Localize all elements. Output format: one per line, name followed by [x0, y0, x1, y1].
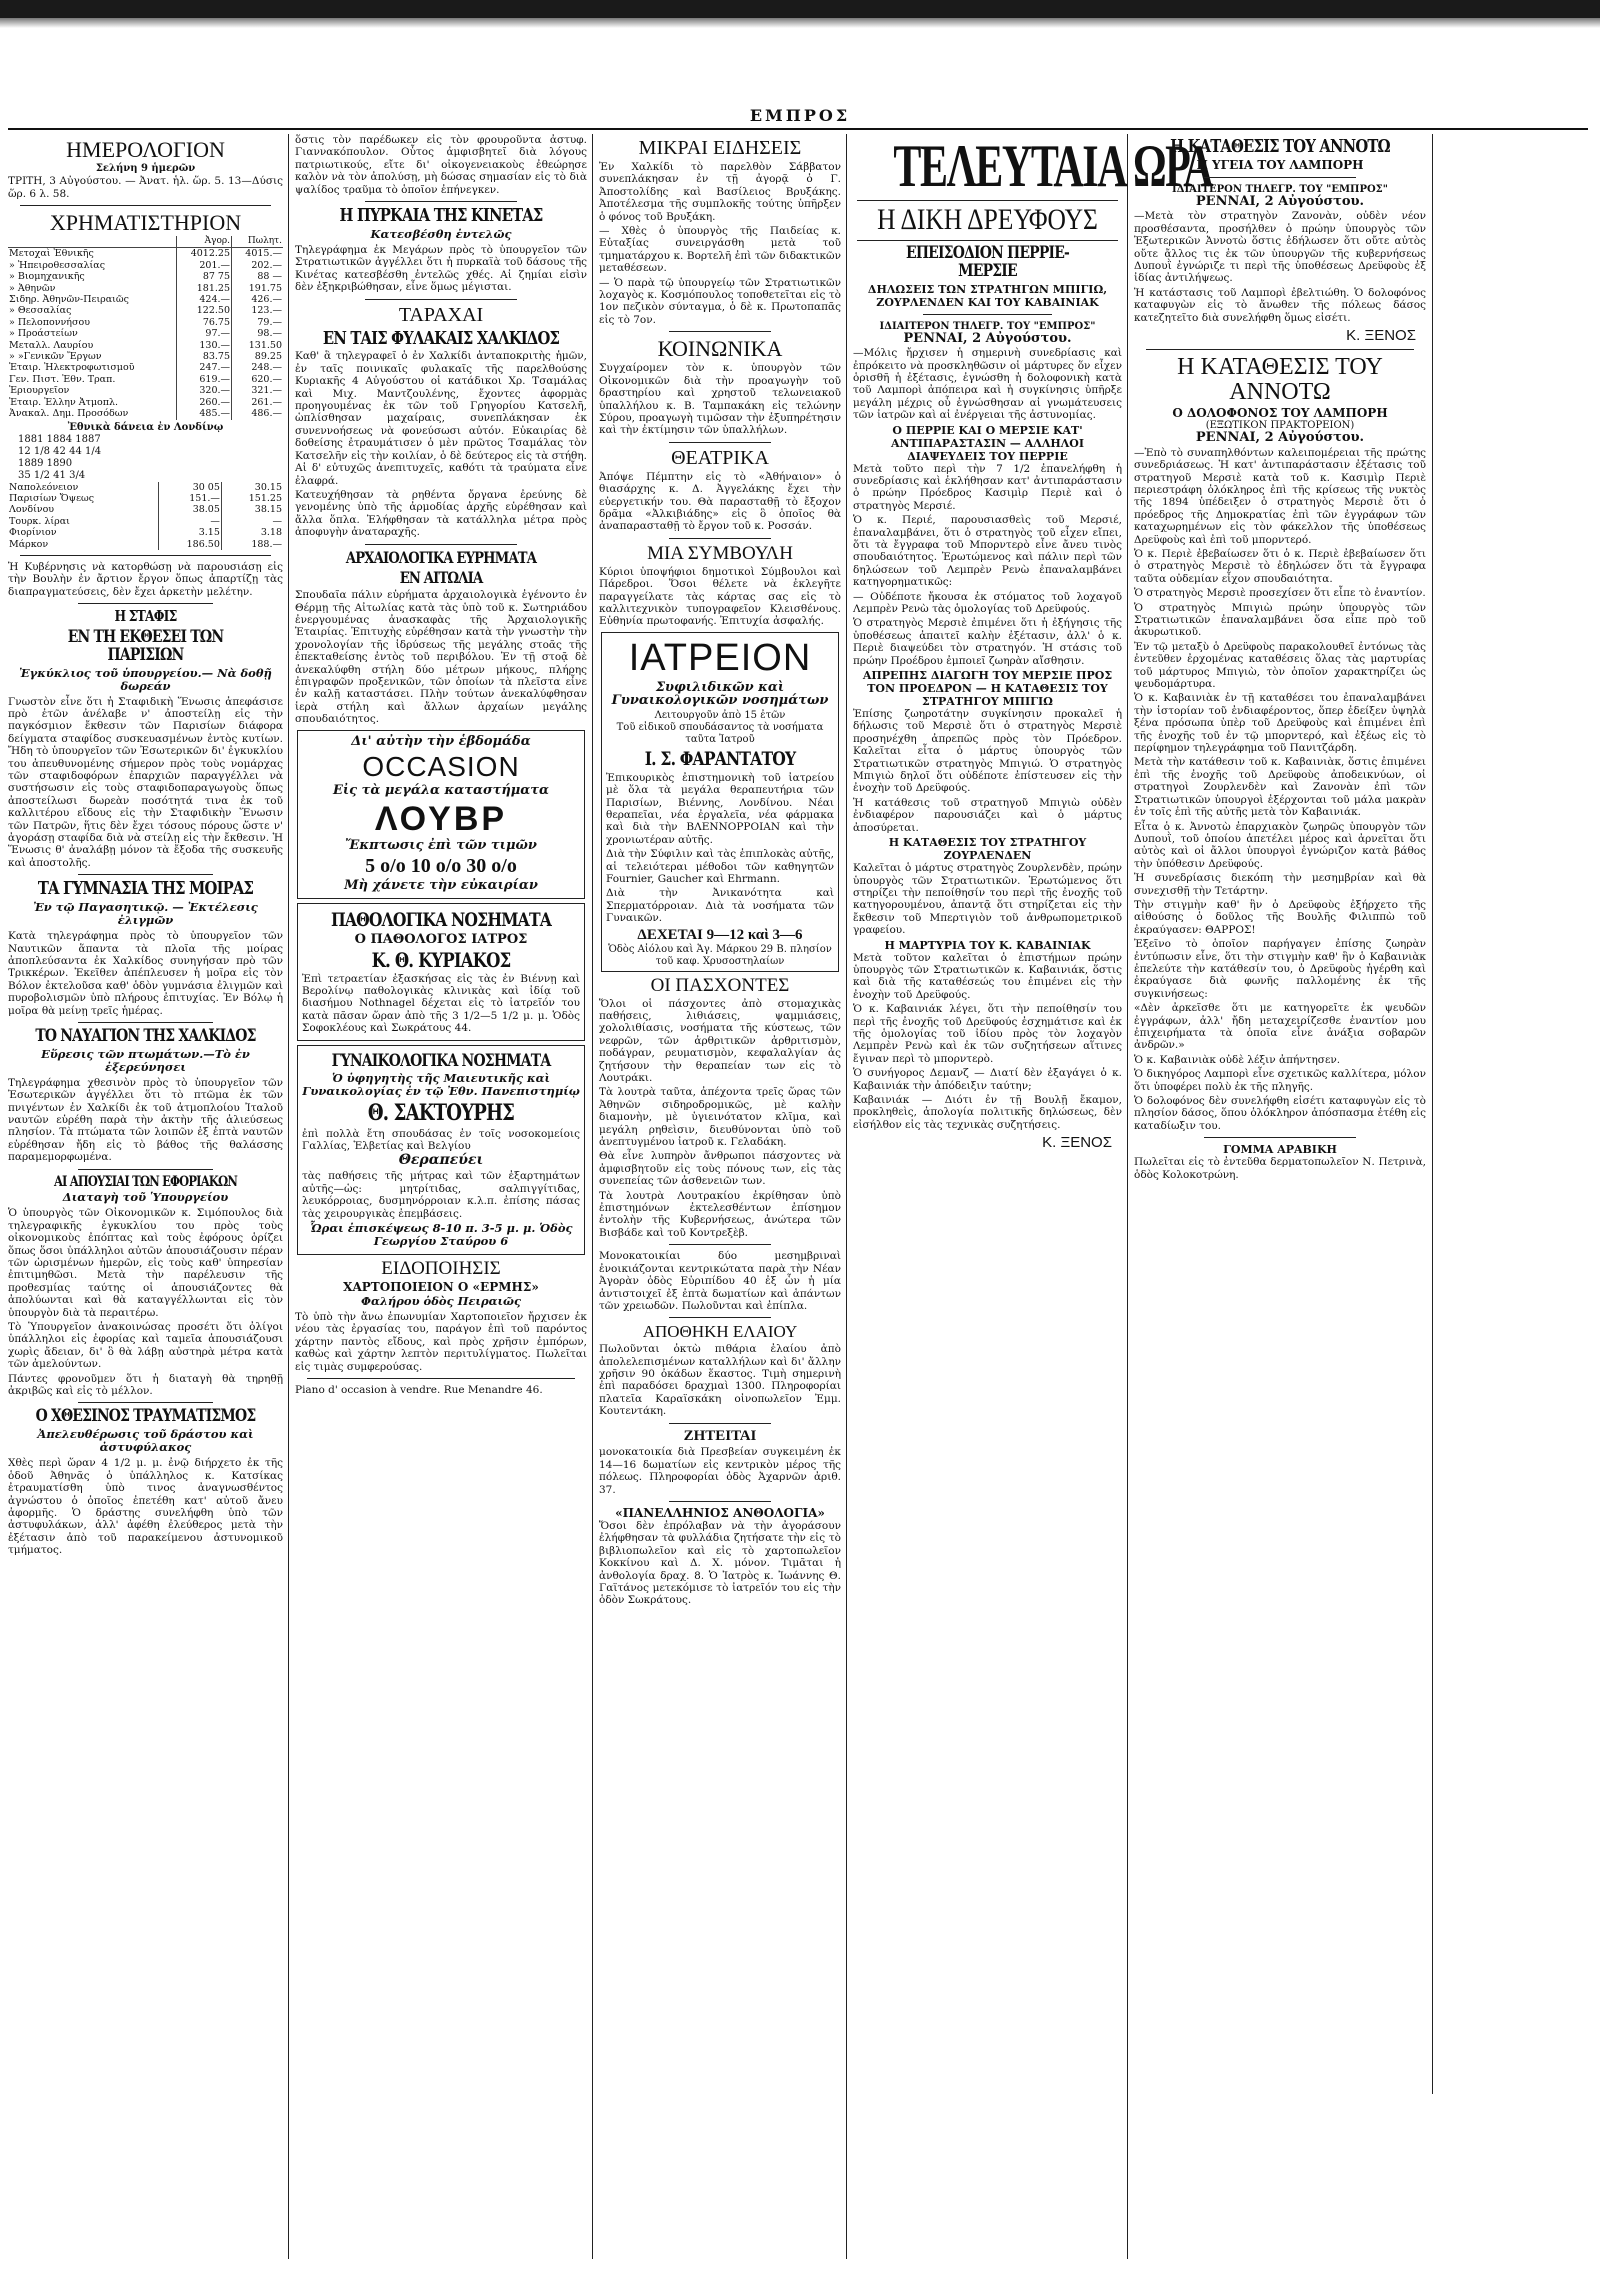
louvre-ad-line-5: Μὴ χάνετε τὴν εὐκαιρίαν [344, 877, 538, 893]
stock-name: Σιδηρ. Ἀθηνῶν-Πειραιῶς [9, 294, 129, 306]
estafis-text: Γνωστὸν εἶνε ὅτι ἡ Σταφιδικὴ Ἕνωσις ἀπεφάσισε πρὸ ἐτῶν ἀνέλαβε ν' ἀποστείλῃ εἰς τὴν παγκόσμιον ἔκθεσιν τῶν Παρισίων διάφορα δείγματα σταφίδος συσκευασμένων ἐντὸς κυτίων. Ἤδη τὸ ὑπουργεῖον τῶν Ἐσωτερικῶν δι' ἐγκυκλίου του ἀπευθυνομένης σήμερον πρὸς τοὺς νομάρχας τῶν σταφιδοφόρων ἐπαρχιῶν παραγγέλλει νὰ συστήσωσιν εἰς τοὺς σταφιδοπαραγωγοὺς ὅπως ἀποστείλωσι δωρεὰν ποσότητά τινα ἐκ τοῦ καλλιτέρου εἴδους εἰς τὴν Σταφιδικὴν Ἕνωσιν τῶν Πατρῶν, ἥτις δὲν ἔχει τόσους πόρους ὥστε ν' ἀγοράσῃ σταφίδα διὰ νὰ στείλῃ εἰς τὴν ἔκθεσιν. Ἡ Ἕνωσις θ' ἀναλάβῃ μόνον τὰ ἔξοδα τῆς συσκευῆς καὶ ἀποστολῆς. [8, 695, 283, 869]
koinonika-text: Συγχαίρομεν τὸν κ. ὑπουργὸν τῶν Οἰκονομικῶν διὰ τὴν προαγωγὴν τοῦ δραστηρίου καὶ χρηστοῦ τελωνειακοῦ ὑπαλλήλου κ. Β. Ταμπακάκη εἰς τελώνην Σύρου, προαγωγὴ τιμῶσαν τὴν ἐξυπηρέτησιν καὶ τὴν ἐκτίμησιν τῶν ὑπαλλήλων. [599, 362, 841, 437]
stock-row [8, 305, 283, 316]
stock-header-buy: Ἀγορ. [176, 236, 232, 248]
gymnasia-subtitle: Ἐν τῷ Παγασητικῷ. — Ἐκτέλεσις ἐλιγμῶν [33, 900, 258, 928]
eleo-title: ΑΠΟΘΗΚΗ ΕΛΑΙΟΥ [642, 1322, 798, 1342]
pathologika-subtitle: Ο ΠΑΘΟΛΟΓΟΣ ΙΑΤΡΟΣ [354, 931, 528, 947]
stock-name: » Ἠπειροθεσσαλίας [9, 259, 106, 271]
separator [365, 201, 517, 202]
pathologika-ad [297, 903, 585, 1041]
fx-buy: — [159, 516, 221, 527]
aprepis-title: ΑΠΡΕΠΗΣ ΔΙΑΓΩΓΗ ΤΟΥ ΜΕΡΣΙΕ ΠΡΟΣ ΤΟΝ ΠΡΟΕΔΡΟΝ — Η ΚΑΤΑΘΕΣΙΣ ΤΟΥ ΣΤΡΑΤΗΓΟΥ ΜΠΙΓΙΩ [862, 669, 1113, 709]
stock-buy: 619.— [176, 374, 232, 385]
pasxontes-text-2: Τὰ λουτρὰ ταῦτα, ἀπέχοντα τρεῖς ὥρας τῶν Ἀθηνῶν σιδηροδρομικῶς, μὲ καλὴν διαμονὴν, μὲ ὑγιεινότατον κλῖμα, καὶ μεγάλη ρηθεὶσιν, διευθύνονται ὑπὸ τοῦ ἀνεπτυγμένου ἰατροῦ κ. Γελαδάκη. [599, 1086, 841, 1149]
fx-sell: 151.25 [221, 493, 283, 504]
eidopoiisis-subtitle: ΧΑΡΤΟΠΟΙΕΙΟΝ Ο «ΕΡΜΗΣ» [343, 1279, 539, 1294]
pathologika-text: Ἐπὶ τετραετίαν ἐξασκήσας εἰς τὰς ἐν Βιέννῃ καὶ Βερολίνῳ παθολογικὰς κλινικὰς καὶ ἰδίᾳ τοῦ διασήμου Nothnagel δέχεται εἰς τὸ ἰατρεῖόν του κατὰ πᾶσαν ὥραν ἀπὸ τῆς 3 1/2—5 1/2 μ. μ. Ὁδὸς Σοφοκλέους καὶ Σωκράτους 44. [302, 972, 580, 1035]
column-divider [592, 134, 593, 2259]
iatreion-title: ΙΑΤΡΕΙΟΝ [628, 636, 812, 679]
stock-sell: 321.— [232, 385, 283, 396]
eidopoiisis-text: Τὸ ὑπὸ τὴν ἄνω ἐπωνυμίαν Χαρτοποιεῖον ἤρχισεν ἐκ νέου τὰς ἐργασίας του, παράγον ἐπὶ τοῦ παρόντος χάρτην παντὸς εἴδους, καὶ πρὸς χρῆσιν ἐμπόρων, καθὼς καὶ χάρτην λεπτὸν περιτυλίγματος. Πωλεῖται εἰς τιμὰς συμφερούσας. [295, 1310, 587, 1373]
rennes-dateline-2: ΡΕΝΝΑΙ, 2 Αὐγούστου. [1195, 430, 1365, 446]
symvouli-title: ΜΙΑ ΣΥΜΒΟΥΛΗ [647, 542, 793, 564]
stock-row [8, 283, 283, 294]
pasxontes-text: Ὅλοι οἱ πάσχοντες ἀπὸ στομαχικὰς παθήσεις, λιθιάσεις, ψαμμιάσεις, χολολιθίασις, νοσήματα τῆς κύστεως, τῶν νεφρῶν, τῶν ἀρθριτικῶν ἀρθριτισμὸν, ποδάγραν, ρευματισμὸν, κεφαλαλγίαν ἀς ζητήσουν τὴν θεραπείαν των εἰς τὸ Λουτράκι. [599, 997, 841, 1084]
annoto2-text-14: Ὁ δικηγόρος Λαμπορὶ εἶνε σχετικῶς καλλίτερα, μόλον ὅτι ὑποφέρει πολὺ ἐκ τῆς πληγῆς. [1134, 1068, 1426, 1093]
separator [857, 240, 1118, 241]
fx-table [8, 482, 283, 550]
kavainiak-text: Μετὰ τοῦτον καλεῖται ὁ ἐπιστήμων πρώην ὑπουργὸς τῶν Στρατιωτικῶν κ. Καβαινιάκ, ὅστις καὶ διὰ τῆς καταθέσεώς του ἐπιμένει εἰς τὴν ἐνοχὴν τοῦ Δρεϋφούς. [853, 951, 1122, 1001]
stock-row [8, 271, 283, 282]
stock-row [8, 385, 283, 396]
perrie-text: Μετὰ τοῦτο περὶ τὴν 7 1/2 ἐπανελήφθη ἡ συνεδρίασις καὶ ἐκλήθησαν κατ' ἀντιπαράστασιν ὁ πρώην Πρόεδρος Κασιμὶρ Περιὲ καὶ ὁ στρατηγὸς Μερσιέ. [853, 462, 1122, 512]
daneia-row: 1889 1890 [18, 457, 73, 469]
pasxontes-text-3: Θὰ εἶνε λυπηρὸν ἄνθρωποι πάσχοντες νὰ ἀμφισβητοῦν εἰς τοὺς πόνους των, εἰς τὰς συνεπείας τῶν ἀσθενειῶν των. [599, 1150, 841, 1188]
gynaikologika-therapeyei: Θεραπεύει [398, 1152, 484, 1169]
kavainiak-title: Η ΜΑΡΤΥΡΙΑ ΤΟΥ Κ. ΚΑΒΑΙΝΙΑΚ [884, 938, 1091, 952]
separator [365, 299, 517, 300]
column-divider [846, 134, 847, 2259]
fx-sell: 38.15 [221, 504, 283, 515]
stock-name: » »Γενικῶν Ἔργων [9, 351, 102, 363]
zitertai-title: ΖΗΤΕΙΤΑΙ [683, 1427, 757, 1444]
annoto-text: —Μετὰ τὸν στρατηγὸν Ζανονὰν, οὐδὲν νέον προσθέσαντα, προσήλθεν ὁ πρώην ὑπουργὸς τῶν Ἐξωτερικῶν Ἀννοτὼ ὅστις ἐδήλωσεν ὅτι οὔτε αὐτὸς οὔτε ἄλλος τις ἐκ τῶν ὑπουργῶν τῆς κυβερνήσεως Δυπουῒ ἐγνώριζε τι περὶ τῆς ὑποθέσεως Δρεϋφοὺς ἐξ ἰδίας ἀντιλήψεως. [1134, 210, 1426, 285]
daneia-values [8, 434, 283, 482]
stock-name: » Προάστείων [9, 328, 78, 340]
stock-buy: 97.— [176, 328, 232, 339]
column-5 [1130, 134, 1430, 2259]
stock-sell: 98.— [232, 328, 283, 339]
iatreion-subtitle: Συφιλιδικῶν καὶ Γυναικολογικῶν νοσημάτων [611, 679, 829, 708]
separator [78, 603, 213, 604]
perrie-mersie-title: Ο ΠΕΡΡΙΕ ΚΑΙ Ο ΜΕΡΣΙΕ ΚΑΤ' ΑΝΤΙΠΑΡΑΣΤΑΣΙΝ — ΑΛΛΗΛΟΙ ΔΙΑΨΕΥΔΕΙΣ ΤΟΥ ΠΕΡΡΙΕ [890, 423, 1085, 463]
agency-source: (ΕΞΩΤΙΚΟΝ ΠΡΑΚΤΟΡΕΙΟΝ) [1205, 420, 1355, 432]
stock-buy: 247.— [176, 362, 232, 373]
stock-sell: 202.— [232, 260, 283, 271]
annoto2-text-15: Ὁ δολοφόνος δὲν συνελήφθη εἰσέτι καταφυγὼν εἰς τὸ πλησίον δάσος, ὅπου ὁλόκληρον ἀπόσπασμα ἐτέθη εἰς καταδίωξιν του. [1134, 1095, 1426, 1132]
scan-top-border [0, 0, 1600, 18]
stock-sell: 89.25 [232, 351, 283, 362]
stock-row [8, 362, 283, 373]
stock-row [8, 340, 283, 351]
moon-info: Σελήνη 9 ἡμερῶν [95, 163, 196, 175]
pyrkaia-text: Τηλεγράφημα ἐκ Μεγάρων πρὸς τὸ ὑπουργεῖον τῶν Στρατιωτικῶν ἀγγέλλει ὅτι ἡ πυρκαϊὰ τοῦ δάσους τῆς Κινέτας κατεσβέσθη ἐντελῶς χθές. Αἱ ζημίαι εἰσὶν δὲν ἐξηκριβώθησαν, εἶνε ὅμως μέγισται. [295, 243, 587, 294]
rennes-dateline: ΡΕΝΝΑΙ, 2 Αὐγούστου. [903, 330, 1072, 346]
author-signature: Κ. ΞΕΝΟΣ [1042, 1134, 1112, 1152]
annoto2-text-4: Ὁ στρατηγὸς Μπιγιὼ πρώην ὑπουργὸς τῶν Στρατιωτικῶν ἐπαναλαμβάνει ὅσα εἶπε πρὸ τοῦ ἀκυρωτικοῦ. [1134, 601, 1426, 639]
separator [1204, 177, 1356, 178]
fx-name: Μάρκον [9, 538, 49, 550]
xrematistirion-title: ΧΡΗΜΑΤΙΣΤΗΡΙΟΝ [49, 209, 242, 235]
separator [78, 1402, 213, 1403]
fx-row [8, 504, 283, 515]
separator [669, 1423, 771, 1424]
stock-buy: 4012.25 [176, 248, 232, 260]
column-1 [4, 134, 287, 2259]
annoto-subtitle: Η ΥΓΕΙΑ ΤΟΥ ΛΑΜΠΟΡΗ [1196, 157, 1364, 172]
stock-header-sell: Πωλητ. [232, 236, 283, 248]
apoysies-text-2: Τὸ Ὑπουργεῖον ἀνακοινώσας προσέτι ὅτι ὀλίγοι ὑπάλληλοι εἰς ἐφορίας καὶ ταμεῖα ἀπουσιάζουσι χωρὶς ἄδειαν, δι' ὃ θὰ λάβῃ αὐστηρὰ μέτρα κατὰ τῶν ἀμελούντων. [8, 1321, 283, 1371]
iatreion-text: Ἐπικουρικὸς ἐπιστημονικὴ τοῦ ἰατρείου μὲ ὅλα τὰ μεγάλα θεραπευτήρια τῶν Παρισίων, Βιέννης, Λονδίνου. Νέαι θεραπεῖαι, νέα ἐργαλεῖα, νέα φάρμακα καὶ διὰ τὴν ΒΛΕΝΝΟΡΡΟΙΑΝ καὶ τὴν χρονιωτέραν αὐτῆς. [606, 771, 834, 846]
fx-sell: — [221, 516, 283, 527]
hemerologion-title: ΗΜΕΡΟΛΟΓΙΟΝ [66, 137, 225, 162]
fx-name: Φιορίνιον [9, 527, 57, 539]
stock-sell: 426.— [232, 294, 283, 305]
separator [20, 555, 271, 556]
gynaikologika-doctor: Θ. ΣΑΚΤΟΥΡΗΣ [367, 1100, 515, 1127]
monokatoikiai-text: Μονοκατοικίαι δύο μεσημβριναὶ ἐνοικιάζονται κεντρικώτατα παρὰ τὴν Νέαν Ἀγορὰν ὁδὸς Εὐριπίδου 40 ἐξ ὧν ἡ μία ἀντιστοιχεῖ ἐξ ἐπτὰ δωματίων καὶ ἁπάντων τῶν χρειωδῶν. Πωλοῦνται καὶ ἐπίπλα. [599, 1250, 841, 1312]
stock-name: » Πελοποννήσου [9, 316, 90, 328]
stock-sell: 131.50 [232, 340, 283, 351]
stock-buy: 87 75 [176, 271, 232, 282]
arxaiologika-text: Σπουδαῖα πάλιν εὑρήματα ἀρχαιολογικὰ ἐγένοντο ἐν Θέρμῃ τῆς Αἰτωλίας κατὰ τὰς ὑπὸ τοῦ κ. Σωτηριάδου ἐνεργουμένας ἀνασκαφὰς τῆς Ἀρχαιολογικῆς Ἑταιρίας. Ἐπιτυχὴς εὑρέθησαν κατὰ τὴν γνωστὴν τὴν χρονολογίαν τῆς ἱδρύσεως τῆς μεγάλης στοᾶς τῆς ἐπεκταθείσης ἐντὸς τοῦ περιβόλου. Ἐν τῇ στοᾷ δὲ ἀνεκαλύφθη στήλη δύο μέτρων μήκους, πλήρης ἐπιγραφῶν προξενικῶν, τῶν ὁποίων τὰ πλεῖστα εἶνε ἐν καλῇ καταστάσει. Πλὴν τούτων ἀνεκαλύφθησαν ἱερὰ στήλη καὶ ἄλλων ἀρχαίων μεγάλης σπουδαιότητος. [295, 589, 587, 726]
perrie-text-2: Ὁ κ. Περιέ, παρουσιασθεὶς τοῦ Μερσιέ, ἐπαναλαμβάνει, ὅτι ὁ στρατηγὸς τοῦ εἶχεν εἴπει, ὅτι τὰ ἔγγραφα τοῦ Μπορντερὸ εἶνε ἄνευ τινὸς σπουδαιότητος. Ἐρωτώμενος καὶ πάλιν περὶ τῶν δηλώσεων τοῦ Λεμπρὲν Ρενὼ ἐπαναλαμβάνει κατηγορηματικῶς: [853, 514, 1122, 589]
zourlenden-title: Η ΚΑΤΑΘΕΣΙΣ ΤΟΥ ΣΤΡΑΤΗΓΟΥ ΖΟΥΡΛΕΝΔΕΝ [888, 836, 1087, 863]
separator [365, 544, 517, 545]
gynaikologika-subtitle: Ὁ ὑφηγητὴς τῆς Μαιευτικῆς καὶ Γυναικολογίας ἐν τῷ Ἐθν. Πανεπιστημίῳ [302, 1071, 580, 1099]
stock-row [8, 408, 283, 419]
trayma-title: Ο ΧΘΕΣΙΝΟΣ ΤΡΑΥΜΑΤΙΣΜΟΣ [35, 1406, 256, 1427]
stock-sell: 261.— [232, 397, 283, 408]
eidopoiisis-address: Φαλήρου ὁδὸς Πειραιῶς [360, 1293, 522, 1308]
column-3 [595, 134, 845, 2259]
stock-buy: 83.75 [176, 351, 232, 362]
column-2 [291, 134, 591, 2259]
stock-buy: 424.— [176, 294, 232, 305]
separator [78, 1022, 213, 1023]
stock-name: » Θεσσαλίας [9, 305, 72, 317]
arxaiologika-title: ΑΡΧΑΙΟΛΟΓΙΚΑ ΕΥΡΗΜΑΤΑ [345, 547, 537, 567]
stock-name: » Βιομηχανικῆς [9, 271, 85, 283]
fx-buy: 151.— [159, 493, 221, 504]
iatreion-ad [601, 632, 839, 972]
taraxai-text-2: Κατευχήθησαν τὰ ρηθέντα ὄργανα ἐρεύνης δὲ γενομένης ὑπὸ τῆς ἀρμοδίας ἀρχῆς εὑρέθησαν καὶ ἄλλα ὅπλα. Ἐλήφθησαν τὰ κατάλληλα μέτρα πρὸς ἀποφυγὴν ἀναταραχῆς. [295, 488, 587, 539]
separator [669, 1501, 771, 1502]
pyrkaia-subtitle: Κατεσβέσθη ἐντελῶς [370, 226, 512, 241]
taraxai-title: ΤΑΡΑΧΑΙ [398, 303, 484, 326]
taraxai-text: Καθ' ἃ τηλεγραφεῖ ὁ ἐν Χαλκίδι ἀνταποκριτὴς ἡμῶν, ἐν ταῖς ποινικαῖς φυλακαῖς τῆς παρελθούσης Κυριακῆς 4 Αὐγούστου οἱ κατάδικοι Χρ. Τσαμάλας καὶ Μιχ. Μαντζουλένης, ἔχοντες ἀφορμὰς προηγουμένας ἐκ τῶν τοῦ Γρηγορίου Κατσελῆ, ὡπλίσθησαν μαχαίραις, συνεπλάκησαν ἐκ συνεννοήσεως νὰ φονεύσωσι αὐτόν. Εὐκαιρίας δὲ δοθείσης ἐτραυμάτισεν ὁ μὲν πρῶτος Τσαμάλας τὸν Κατσελῆν εἰς τὴν κοιλίαν, ὁ δὲ δεύτερος εἰς τὰ στήθη. Αἱ δ' εὐτυχῶς ἀνεπιτυχεῖς, καθότι τὰ τραύματα εἶνε ἐλαφρά. [295, 350, 587, 487]
column-4 [849, 133, 1213, 2259]
separator [669, 331, 771, 332]
pathologika-doctor: Κ. Θ. ΚΥΡΙΑΚΟΣ [371, 947, 511, 972]
louvre-ad-line-1: Δι' αὐτὴν τὴν ἑβδομάδα [351, 733, 531, 749]
stock-sell: 191.75 [232, 283, 283, 294]
stock-buy: 260.— [176, 397, 232, 408]
apoysies-subtitle: Διαταγὴ τοῦ Ὑπουργείου [62, 1190, 229, 1205]
kavainiak-text-3: Ὁ συνήγορος Δεμανζ — Διατί δὲν ἐξαγάγει ὁ κ. Καβαινιάκ τὴν ἀπόδειξιν ταύτην; [853, 1067, 1122, 1092]
stock-sell: 4015.— [232, 248, 283, 260]
masthead: ΕΜΠΡΟΣ [749, 106, 851, 125]
dhloseis-title: ΔΗΛΩΣΕΙΣ ΤΩΝ ΣΤΡΑΤΗΓΩΝ ΜΠΙΓΙΩ, ΖΟΥΡΛΕΝΔΕΝ ΚΑΙ ΤΟΥ ΚΑΒΑΙΝΙΑΚ [867, 282, 1108, 309]
stock-buy: 76.75 [176, 317, 232, 328]
separator [923, 314, 1052, 315]
stock-row [8, 294, 283, 305]
separator [669, 442, 771, 443]
trayma-subtitle: Ἀπελευθέρωσις τοῦ δράστου καὶ ἀστυφύλακος [37, 1427, 254, 1455]
annoto2-text-9: Ἡ συνεδρίασις διεκόπη τὴν μεσημβρίαν καὶ θὰ συνεχισθῇ τὴν Τετάρτην. [1134, 872, 1426, 897]
stock-row [8, 248, 283, 260]
iatreion-hours: ΔΕΧΕΤΑΙ 9—12 καὶ 3—6 [637, 926, 803, 943]
annoto2-text-6: Ὁ κ. Καβαινιὰκ ἐν τῇ καταθέσει του ἐπαναλαμβάνει τὴν ἱστορίαν τοῦ ἐνδιαφέροντος, ὅπερ ἐδείξεν ὑψηλὰ ξένα πρόσωπα ὑπὲρ τοῦ Δρεϋφοὺς καὶ ἐπιμένει ἐπὶ τῆς ἐνοχῆς τοῦ ἐν τῷ μπορντερό, καὶ ἐξέως εἰς τὸ περίφημον τηλεγράφημα τοῦ Πανιτζάρδη. [1134, 692, 1426, 755]
dolofonos-subtitle: Ο ΔΟΛΟΦΟΝΟΣ ΤΟΥ ΛΑΜΠΟΡΗ [1172, 406, 1388, 421]
gynaikologika-title: ΓΥΝΑΙΚΟΛΟΓΙΚΑ ΝΟΣΗΜΑΤΑ [331, 1050, 551, 1071]
separator [857, 200, 1118, 201]
column-divider [288, 134, 289, 2259]
stock-buy: 201.— [176, 260, 232, 271]
louvre-ad-line-2: Εἰς τὰ μεγάλα καταστήματα [332, 782, 550, 798]
gynaikologika-ad [297, 1045, 585, 1255]
column-divider [1432, 134, 1433, 2094]
stock-name: Μετοχαὶ Ἐθνικῆς [9, 248, 94, 260]
louvre-ad-occasion: OCCASION [362, 750, 520, 782]
mikrai-text-2: — Χθὲς ὁ ὑπουργὸς τῆς Παιδείας κ. Εὐταξίας συνειργάσθη μετὰ τοῦ τμηματάρχου κ. Βορτελῆ ἐπὶ τῶν διδακτικῶν μεταθέσεων. [599, 225, 841, 275]
apoysies-text: Ὁ ὑπουργὸς τῶν Οἰκονομικῶν κ. Σιμόπουλος διὰ τηλεγραφικῆς ἐγκυκλίου του πρὸς τοὺς οἰκονομικοὺς ἐπόπτας καὶ τοὺς ἐφόρους ὁρίζει ὅπως ὅσοι ὑπάλληλοι αὐτῶν ἀπουσιάζουσιν πέραν τῶν ὡρισμένων ἡμερῶν, εἰς τοὺς καθ' ὑπηρεσίαν ἐπιτιμηθῶσι. Μετὰ τὴν παρέλευσιν τῆς προθεσμίας ταύτης οἱ ἀπουσιάζοντες θὰ ἀπολύωνται καὶ θὰ καταγγέλλωνται εἰς τὸν ὑπουργὸν διὰ τὰ περαιτέρω. [8, 1207, 283, 1319]
pathologika-title: ΠΑΘΟΛΟΓΙΚΑ ΝΟΣΗΜΑΤΑ [330, 908, 551, 931]
gomma-title: ΓΟΜΜΑ ΑΡΑΒΙΚΗ [1223, 1143, 1337, 1157]
stock-sell: 123.— [232, 305, 283, 316]
perrie-text-3: — Οὐδέποτε ἤκουσα ἐκ στόματος τοῦ λοχαγοῦ Λεμπρὲν Ρενὼ τὰς ὁμολογίας τοῦ Δρεϋφούς. [853, 590, 1122, 615]
stock-sell: 486.— [232, 408, 283, 419]
fx-row [8, 527, 283, 538]
iatreion-line-2: Τοῦ εἰδικοῦ σπουδάσαντος τὰ νοσήματα ταῦτα Ἰατροῦ [616, 721, 824, 745]
trayma-text: Χθὲς περὶ ὥραν 4 1/2 μ. μ. ἐνῷ διήρχετο ἐκ τῆς ὁδοῦ Ἀθηνᾶς ὁ ὑπάλληλος κ. Κατσίκας ἐτραυματίσθη ὑπὸ τινος ἀναγνωσθέντος ἀγνώστου ὁ ὁποῖος ἐπετέθη κατ' αὐτοῦ ἄνευ ἀφορμῆς. Ὁ δράστης συνελήφθη ὑπὸ τῶν ἀστυφυλάκων, ἀλλ' ἀφέθη ἐλεύθερος μετὰ τὴν ἐξέτασιν ἀπὸ τοῦ παρακείμενου ἀστυνομικοῦ τμήματος. [8, 1457, 283, 1557]
anthologia-title: «ΠΑΝΕΛΛΗΝΙΟΣ ΑΝΘΟΛΟΓΙΑ» [615, 1505, 825, 1520]
fx-name: Τουρκ. λίραι [9, 515, 70, 527]
stock-row [8, 374, 283, 385]
fx-row [8, 482, 283, 493]
annoto2-text-11: Ἐξεῖνο τὸ ὁποῖον παρήγαγεν ἐπίσης ζωηρὰν ἐντύπωσιν εἶνε, ὅτι τὴν στιγμὴν καθ' ἣν ὁ Καβαινιὰκ ἐπελεύτε τὴν κατάθεσίν του, ὁ Δρεϋφοὺς ἠγέρθη καὶ ἐκραύγασε διὰ φωνῆς παλλομένης ἐκ τῆς συγκινήσεως: [1134, 938, 1426, 1000]
annoto-title: Η ΚΑΤΑΘΕΣΙΣ ΤΟΥ ΑΝΝΟΤΩ [1170, 136, 1390, 157]
gymnasia-title: ΤΑ ΓΥΜΝΑΣΙΑ ΤΗΣ ΜΟΙΡΑΣ [37, 878, 254, 900]
nayagion-title: ΤΟ ΝΑΥΑΓΙΟΝ ΤΗΣ ΧΑΛΚΙΔΟΣ [35, 1026, 256, 1047]
stock-buy: 181.25 [176, 283, 232, 294]
column-divider [1127, 134, 1128, 2259]
louvre-ad [297, 730, 585, 899]
author-signature: Κ. ΞΕΝΟΣ [1346, 326, 1416, 344]
annoto-title-2: Η ΚΑΤΑΘΕΣΙΣ ΤΟΥ ΑΝΝΟΤΩ [1177, 353, 1383, 406]
perrie-text-4: Ὁ στρατηγὸς Μερσιὲ ἐπιμένει ὅτι ἡ ἐξήγησις τῆς ὑποθέσεως ἀπαιτεῖ καλὴν ἐξέτασιν, ἀλλ' ὁ κ. Περιὲ διαψεύδει τὸν στρατηγόν. Ἡ στάσις τοῦ πρώην Προέδρου ἐμποιεῖ ζωηρὰν αἴσθησιν. [853, 617, 1122, 667]
estafis-subtitle: Ἐγκύκλιος τοῦ ὑπουργείου.— Νὰ δοθῇ δωρεάν [19, 665, 272, 693]
telegram-line: ΙΔΙΑΙΤΕΡΟΝ ΤΗΛΕΓΡ. ΤΟΥ "ΕΜΠΡΟΣ" [1172, 183, 1388, 195]
koinonika-title: ΚΟΙΝΩΝΙΚΑ [657, 336, 783, 362]
iatreion-text-2: Διὰ τὴν Σύφιλιν καὶ τὰς ἐπιπλοκὰς αὐτῆς, αἱ τελειότεραι μέθοδοι τῶν καθηγητῶν Fournier, Gaucher καὶ Ehrmann. [606, 848, 834, 885]
annoto2-text-10: Τὴν στιγμὴν καθ' ἣν ὁ Δρεϋφοὺς ἐξήρχετο τῆς αἰθούσης ὁ δοῦλος τῆς Βουλῆς Φιλιππὼ τοῦ ἐκραύγασεν: ΘΑΡΡΟΣ! [1134, 898, 1426, 936]
stock-name: » Ἀθηνῶν [9, 282, 56, 294]
teleytaia-ora-title: ΤΕΛΕΥΤΑΙΑ ΩΡΑ [893, 133, 1213, 199]
gymnasia-text: Κατὰ τηλεγράφημα πρὸς τὸ ὑπουργεῖον τῶν Ναυτικῶν ἅπαντα τὰ πλοῖα τῆς μοίρας ἀποπλεύσαντα ἐκ Χαλκίδος συνηγήσαν πρὸ τῶν Τρικκέρων. Ἐκεῖθεν ἀπέπλευσεν ἡ μοῖρα εἰς τὸν Βόλον ἐκτελοῦσα καθ' ὁδὸν γυμνάσια ἐλιγμῶν καὶ πυροβολισμῶν ὑπὸ πλήρους ἐπιτυχίας. Ἐν Βόλῳ ἡ μοῖρα θὰ μείνῃ τρεῖς ἡμέρας. [8, 930, 283, 1017]
fx-buy: 38.05 [159, 504, 221, 515]
arxaiologika-title-2: ΕΝ ΑΙΤΩΛΙΑ [399, 568, 483, 588]
kavainiak-text-4: Καβαινιάκ — Διότι ἐν τῇ Βουλῇ ἔκαμον, προκληθεὶς, ἀπολογία πολιτικῆς δηλώσεως, δὲν εἰσήλθον εἰς τὰς τεχνικὰς συζητήσεις. [853, 1094, 1122, 1131]
continued-text: ὅστις τὸν παρέδωκεν εἰς τὸν φρουροῦντα ἀστυφ. Γιαννακόπουλον. Οὗτος ἀμφισβητεῖ διὰ λόγους πατριωτικούς, εἴτε δι' οἰκογενειακοὺς ἐθεώρησε καλὸν νὰ τὸν ἀπολύσῃ, μὴ δώσας σημασίαν εἰς τὸ διὰ ψαλίδος τραῦμα τὸ ὁποῖον ἐπήνεγκεν. [295, 134, 587, 196]
theatrika-title: ΘΕΑΤΡΙΚΑ [671, 446, 769, 469]
apoysies-title: ΑΙ ΑΠΟΥΣΙΑΙ ΤΩΝ ΕΦΟΡΙΑΚΩΝ [53, 1173, 238, 1190]
theatrika-text: Ἀπόψε Πέμπτην εἰς τὸ «Ἀθήναιον» ὁ θιασάρχης κ. Δ. Ἀγγελάκης ἔχει τὴν εὐεργετικήν του. Θὰ παρασταθῇ τὸ ἔξοχον δρᾶμα «Ἀλκιβιάδης» εἰς ὃ ὁποῖος θὰ ἀναπαρασταθῇ τὸ ἔργον τοῦ κ. Ροσσάν. [599, 470, 841, 533]
anthologia-text: Ὅσοι δὲν ἐπρόλαβαν νὰ τὴν ἀγοράσουν ἐλήφθησαν τὰ φυλλάδια ζητήσατε τὴν εἰς τὸ βιβλιοπωλεῖον καὶ εἰς τὸ χαρτοπωλεῖον Κοκκίνου καὶ Δ. Χ. μόνον. Τιμᾶται ἡ ἀνθολογία δραχ. 8. Ὁ Ἰατρὸς κ. Ἰωάννης Θ. Γαϊτάνος μετεκόμισε τὸ ἰατρεῖόν του εἰς τὴν ὁδὸν Σωκράτους. [599, 1519, 841, 1607]
piano-ad: Piano d' occasion à vendre. Rue Menandre 46. [295, 1383, 543, 1396]
separator [1146, 349, 1414, 350]
daneia-row: 1881 1884 1887 [18, 433, 101, 445]
gynaikologika-hours: Ὧραι ἐπισκέψεως 8-10 π. 3-5 μ. μ. Ὁδὸς Γεωργίου Σταύρου 6 [309, 1220, 573, 1248]
iatreion-line: Λειτουργοῦν ἀπὸ 15 ἐτῶν [654, 709, 786, 721]
fx-buy: 30 05 [159, 482, 221, 493]
telegram-line: ΙΔΙΑΙΤΕΡΟΝ ΤΗΛΕΓΡ. ΤΟΥ "ΕΜΠΡΟΣ" [879, 320, 1096, 332]
eleo-text: Πωλοῦνται ὀκτὼ πιθάρια ἐλαίου ἀπὸ ἀπολελεπισμένων καταλλήλων καὶ δι' ἄλλην χρῆσιν 90 ὀκάδων ἕκαστος. Τιμὴ σημερινὴ ἐπὶ παραδόσει δραχμαὶ 1300. Πληροφορίαι πλατεῖα Καραϊσκάκη οἰνοπωλεῖον Ἐμμ. Κουτεντάκη. [599, 1343, 841, 1418]
fx-buy: 186.50 [159, 539, 221, 550]
stock-sell: 248.— [232, 362, 283, 373]
stock-name: Ἑταιρ. Ἠλεκτροφωτισμοῦ [9, 362, 135, 374]
zourlenden-text: Καλεῖται ὁ μάρτυς στρατηγὸς Ζουρλενδὲν, πρώην ὑπουργὸς τῶν Στρατιωτικῶν. Ἐρωτώμενος ὅτι στηρίζει τὴν πεποίθησίν του περὶ τῆς ἐνοχῆς τοῦ κατηγορουμένου, ἀπαντᾷ ὅτι στηρίζεται εἰς τὴν ἔκθεσιν τοῦ Μπερτιγιὸν τοῦ ἀνθρωπομετρικοῦ γραφείου. [853, 862, 1122, 937]
gomma-text: Πωλεῖται εἰς τὸ ἐντεῦθα δερματοπωλεῖον Ν. Πετρινὰ, ὁδὸς Κολοκοτρώνη. [1134, 1156, 1426, 1181]
louvre-ad-name: ΛΟΥΒΡ [374, 799, 508, 838]
annoto2-text-12: «Δὲν ἀρκεῖσθε ὅτι με κατηγορεῖτε ἐκ ψευδῶν ἐγγράφων, ἀλλ' ἤδη μεταχειρίζεσθε ἐναντίον μου ἐπιχειρήματα τὰ ὁποῖα εἶνε ἀνάξια σοβαρῶν ἀνδρῶν.» [1134, 1002, 1426, 1052]
fx-sell: 30.15 [221, 482, 283, 493]
iatreion-text-3: Διὰ τὴν Ἀνικανότητα καὶ Σπερματόρροιαν. Διὰ τὰ νοσήματα τῶν Γυναικῶν. [606, 887, 834, 925]
iatreion-doctor: Ι. Σ. ΦΑΡΑΝΤΑΤΟΥ [644, 747, 796, 770]
stock-buy: 485.— [176, 408, 232, 419]
stock-name: Ἐταιρ. Ἐλλην Ἀτμοπλ. [9, 396, 119, 408]
fx-name: Παρισίων Ὄψεως [9, 492, 95, 504]
separator [78, 874, 213, 875]
stock-row [8, 260, 283, 271]
louvre-ad-line-3: Ἔκπτωσις ἐπὶ τῶν τιμῶν [345, 837, 537, 853]
annoto2-text-3: Ὁ στρατηγὸς Μερσιὲ προσεχίσεν ὅτι εἶπε τὸ ἐναντίον. [1134, 587, 1426, 600]
stock-row [8, 397, 283, 408]
pyrkaia-title: Η ΠΥΡΚΑΙΑ ΤΗΣ ΚΙΝΕΤΑΣ [339, 205, 543, 227]
mikrai-text: Ἐν Χαλκίδι τὸ παρελθὸν Σάββατον συνεπλάκησαν ἐν τῇ ἀγορᾷ ὁ Γ. Ἀποστολίδης καὶ Βασίλειος Βρυξάκης. Ἀποτέλεσμα τῆς συμπλοκῆς τούτης ὑπῆρξεν ὁ φόνος τοῦ Βρυξάκη. [599, 161, 841, 223]
stock-row [8, 328, 283, 339]
daneia-title: Ἐθνικὰ δάνεια ἐν Λονδίνῳ [67, 421, 224, 433]
symvouli-text: Κύριοι ὑποψήφιοι δημοτικοὶ Σύμβουλοι καὶ Πάρεδροι. Ὅσοι θέλετε νὰ ἐκλεγῆτε παραγγείλατε τὰς κάρτας σας εἰς τὸ καλλιτεχνικὸν τυπογραφεῖον Κλεισθένους. Εὐθηνία πρωτοφανής. Ἐπιτυχία ἀσφαλής. [599, 565, 841, 628]
separator [669, 1317, 771, 1318]
stock-buy: 320.— [176, 385, 232, 396]
gynaikologika-text: ἐπὶ πολλὰ ἔτη σπουδάσας ἐν τοῖς νοσοκομείοις Γαλλίας, Ἑλβετίας καὶ Βελγίου [302, 1127, 580, 1152]
stock-buy: 122.50 [176, 305, 232, 316]
stock-header-row [8, 236, 283, 248]
kavainiak-text-2: Ὁ κ. Καβαινιάκ λέγει, ὅτι τὴν πεποίθησίν του περὶ τῆς ἐνοχῆς τοῦ Δρεϋφούς ἐσχημάτισε καὶ ἐκ τῆς ὁμολογίας τοῦ ἰδίου πρὸς τὸν λοχαγὸν Λεμπρὲν Ρενὼ καὶ ἐκ τῶν συζητήσεων αἵτινες ἔγιναν περὶ τὸ μπορντερὸ. [853, 1003, 1122, 1065]
intro-paragraph: Ἡ Κυβέρνησις νὰ κατορθώσῃ νὰ παρουσιάσῃ εἰς τὴν Βουλὴν ἐν ἄρτιον ἔργον ὅπως ἀπαρτίζῃ τὰς διαπραγματεύσεις, δὲν ἔχει ἀρκετὴν μελέτην. [8, 560, 283, 598]
fx-sell: 188.— [221, 539, 283, 550]
stock-sell: 88 — [232, 271, 283, 282]
separator [1204, 1137, 1356, 1138]
stock-name: Ἐριουργεῖον [9, 385, 70, 397]
annoto2-text-7: Μετὰ τὴν κατάθεσιν τοῦ κ. Καβαινιὰκ, ὅστις ἐπιμένει ἐπὶ τῆς ἐνοχῆς τοῦ Δρεϋφοὺς ἀποδεικνύων, οἱ στρατηγοὶ Ζουρλενδὲν καὶ Ζανονὰν ἐπὶ τῶν Στρατιωτικῶν ὑπουργοὶ ἐξέρχονται τοῦ μάλα μακρὰν ἐν τοῖς ἐπὶ τῆς αὐτῆς μετὰ τὸν Καβαινιάκ. [1134, 756, 1426, 819]
fx-name: Λονδίνου [9, 504, 55, 516]
stock-sell: 620.— [232, 374, 283, 385]
stock-sell: 79.— [232, 317, 283, 328]
stock-row [8, 317, 283, 328]
annoto2-text-13: Ὁ κ. Καβαινιὰκ οὐδὲ λέξιν ἀπήντησεν. [1134, 1053, 1341, 1066]
annoto2-text-2: Ὁ κ. Περιὲ ἐβεβαίωσεν ὅτι ὁ κ. Περιὲ ἐβεβαίωσεν ὅτι ὁ στρατηγὸς Μερσιὲ τὸ ἐδηλώσεν ὅτι τὰ ἔγγραφα ταῦτα οὐδεμίαν εἶχον σπουδαιότητα. [1134, 547, 1426, 585]
separator [307, 1378, 575, 1379]
annoto2-text: —Ἐπὸ τὸ συναπηλθόντων καλειπομέρειαι τῆς πρώτης συνεδριάσεως. Ἡ κατ' ἀντιπαράστασιν ἐξέτασις τοῦ στρατηγοῦ Μερσιὲ κατὰ τοῦ κ. Κασιμὶρ Περιὲ περιεστράφη ὁλόκληρος ἐπὶ τῆς κρίσεως τῆς νυκτὸς τῆς 1894 ὑπέδειξεν ὁ στρατηγὸς Μερσιὲ ὅτι ὁ πρόεδρος τῆς Δημοκρατίας ἐπὶ τῶν ἐγγράφων τῶν καταχωρημένων εἰς τὸν φάκελλον τῆς ὑποθέσεως Δρεϋφοὺς καὶ ἐπὶ τοῦ μπορντερό. [1134, 446, 1426, 546]
header-rule [8, 128, 1588, 130]
date-line: ΤΡΙΤΗ, 3 Αὐγούστου. — Ἀνατ. ἡλ. ὥρ. 5. 13—Δύσις ὥρ. 6 λ. 58. [8, 175, 283, 200]
nayagion-subtitle: Εὕρεσις τῶν πτωμάτων.—Τὸ ἐν ἐξερεύνησει [41, 1046, 250, 1074]
separator [669, 1244, 771, 1245]
fx-sell: 3.18 [221, 527, 283, 538]
apoysies-text-3: Πάντες φρονοῦμεν ὅτι ἡ διαταγὴ θὰ τηρηθῇ ἀκριβῶς καὶ εἰς τὸ μέλλον. [8, 1372, 283, 1398]
fx-row [8, 516, 283, 527]
separator [20, 205, 271, 206]
rennes-text: —Μόλις ἤρχισεν ἡ σημερινὴ συνεδρίασις καὶ ἐπρόκειτο νὰ προσκληθῶσιν οἱ μάρτυρες ὅν εἶχεν ὁρισθῆ ἡ ἐξέτασις, ἐγνώσθη ἡ δολοφονικὴ κατὰ τοῦ Λαμπορὶ ἀπόπειρα καὶ ἡ συγκίνησις ὑπῆρξε μεγάλη μέχρις οὗ ἐγνώσθησαν αἱ γνωμάτευσεις τῶν ἰατρῶν καὶ αἱ ἐνέργειαι τῆς ἀστυνομίας. [853, 347, 1122, 422]
annoto2-text-5: Ἐν τῷ μεταξὺ ὁ Δρεϋφοὺς παρακολουθεῖ ἐντόνως τὰς ἐντεῦθεν ἐρχομένας καταθέσεις ὅλας τὰς μαρτυρίας τοῦ μάρτυρος Μπιγιὼ, τὸν ὁποῖον χαρακτηρίζει ὡς ψευδομάρτυρα. [1134, 640, 1426, 691]
fx-row [8, 539, 283, 550]
scan-top-shadow [0, 18, 1600, 28]
separator [669, 538, 771, 539]
aprepis-text-2: Ἡ κατάθεσις τοῦ στρατηγοῦ Μπιγιὼ οὐδὲν ἐνδιαφέρον παρουσιάζει καὶ ὁ μάρτυς ἀποσύρεται. [853, 796, 1122, 834]
daneia-row: 12 1/8 42 44 1/4 [18, 445, 102, 457]
stock-table [8, 236, 283, 420]
fx-row [8, 493, 283, 504]
stock-row [8, 351, 283, 362]
aprepis-text: Ἐπίσης ζωηροτάτην συγκίνησιν προκαλεῖ ἡ δήλωσις τοῦ Μερσιὲ ὅτι ὁ στρατηγὸς Μερσιὲ προσηνέχθη ἀπρεπῶς πρὸς τὸν Πρόεδρον. Καλεῖται εἶτα ὁ μάρτυς ὑπουργὸς τῶν Στρατιωτικῶν στρατηγὸς Μπιγιώ. Ὁ στρατηγὸς Μπιγιὼ δηλοῖ ὅτι οὐδέποτε ἐπίστευσεν εἰς τὴν ἐνοχὴν τοῦ Δρεϋφούς. [853, 708, 1122, 795]
estafis-title-2: ΕΝ ΤΗ ΕΚΘΕΣΕΙ ΤΩΝ ΠΑΡΙΣΙΩΝ [67, 626, 224, 665]
daneia-row: 35 1/2 41 3/4 [18, 469, 86, 481]
pasxontes-text-4: Τὰ λουτρὰ Λουτρακίου ἐκρίθησαν ὑπὸ ἐπιστημόνων ἐκτελεσθέντων ἐπίσημον ἐντολὴν τῆς Κυβερνήσεως, ἀνώτερα τῶν Βισβάδε καὶ τοῦ Κοντρεξὲβ. [599, 1189, 841, 1239]
louvre-ad-discounts: 5 ο/ο 10 ο/ο 30 ο/ο [365, 854, 517, 877]
rennes-dateline: ΡΕΝΝΑΙ, 2 Αὐγούστου. [1195, 193, 1365, 209]
taraxai-title-2: ΕΝ ΤΑΙΣ ΦΥΛΑΚΑΙΣ ΧΑΛΚΙΔΟΣ [322, 327, 560, 349]
stock-name: Μεταλλ. Λαυρίου [9, 339, 94, 351]
fx-name: Ναπολεόνειον [9, 481, 79, 493]
stock-name: Γεν. Πιστ. Ἐθν. Τραπ. [9, 373, 116, 385]
mikrai-text-3: — Ὁ παρὰ τῷ ὑπουργείῳ τῶν Στρατιωτικῶν λοχαγὸς κ. Κοσμόπουλος τοποθετεῖται εἰς τὸ 1ον πεζικὸν σύνταγμα, ὁ δὲ κ. Πρωτοπαπᾶς εἰς τὸ 7ον. [599, 276, 841, 326]
annoto-text-2: Ἡ κατάστασις τοῦ Λαμπορὶ ἐβελτιώθη. Ὁ δολοφόνος καταφυγὼν εἰς τὸ ἄνωθεν τῆς πόλεως δάσος κατεζητεῖτο διὰ συνελήφθη ὅμως εἰσέτι. [1134, 286, 1426, 324]
fx-buy: 3.15 [159, 527, 221, 538]
epeisodion-title: ΕΠΕΙΣΟΔΙΟΝ ΠΕΡΡΙΕ-ΜΕΡΣΙΕ [906, 243, 1069, 281]
stock-name: Ἀνακαλ. Δημ. Προσόδων [9, 408, 129, 420]
mikrai-title: ΜΙΚΡΑΙ ΕΙΔΗΣΕΙΣ [638, 137, 802, 159]
iatreion-address: Ὁδὸς Αἰόλου καὶ Ἁγ. Μάρκου 29 Β. πλησίον τοῦ καφ. Χρυσοστηλαίων [608, 943, 832, 967]
zitertai-text: μονοκατοικία διὰ Πρεσβείαν συγκειμένη ἐκ 14—16 δωματίων εἰς κεντρικὸν μέρος τῆς πόλεως. Πληροφορίαι ὁδὸς Ἀχαρνῶν ἀριθ. 37. [599, 1446, 841, 1496]
eidopoiisis-title: ΕΙΔΟΠΟΙΗΣΙΣ [381, 1257, 501, 1279]
separator [78, 1169, 213, 1170]
stock-buy: 130.— [176, 340, 232, 351]
pasxontes-title: ΟΙ ΠΑΣΧΟΝΤΕΣ [650, 974, 790, 996]
dreyfus-trial-title: Η ΔΙΚΗ ΔΡΕΥΦΟΥΣ [877, 203, 1098, 236]
estafis-title: Η ΣΤΑΦΙΣ [114, 607, 177, 626]
annoto2-text-8: Εἶτα ὁ κ. Ἀννοτὼ ἐπαρχιακὸν ζωηρῶς ὑπουργὸν τῶν Δυπουῒ, τοῦ ὁποίου ἀπετέλει μέρος καὶ ἀρνεῖται ὅτι αὐτὸς καὶ οἱ ἄλλοι ὑπουργοὶ ἐγνώριζον κατὰ βάθος τὴν ὑπόθεσιν Δρεϋφούς. [1134, 820, 1426, 870]
nayagion-text: Τηλεγράφημα χθεσινὸν πρὸς τὸ ὑπουργεῖον τῶν Ἐσωτερικῶν ἀγγέλλει ὅτι τὸ πτῶμα ἐκ τῶν πνιγέντων ἐν Χαλκίδι ἐκ τοῦ ἀτμοπλοίου Ἰταλοῦ ναυτῶν εὑρέθη παρὰ τὴν ἀκτὴν τῆς ἀλιεύσεως πλησίον. Τὰ πτώματα τῶν λοιπῶν ἐξ ἐπτὰ ναυτῶν εὑρέθησαν ἤδη εἰς τὸ βάθος τῆς θαλάσσης παραμεμορφωμένα. [8, 1076, 283, 1164]
gynaikologika-text-2: τὰς παθήσεις τῆς μήτρας καὶ τῶν ἐξαρτημάτων αὐτῆς—ὡς: μητρίτιδας, σαλπιγγίτιδας, λευκόρροιας, δυσμηνόρροιαν κ.λ.π. ἐπίσης πάσας τὰς χειρουργικὰς ἐπεμβάσεις. [302, 1170, 580, 1220]
